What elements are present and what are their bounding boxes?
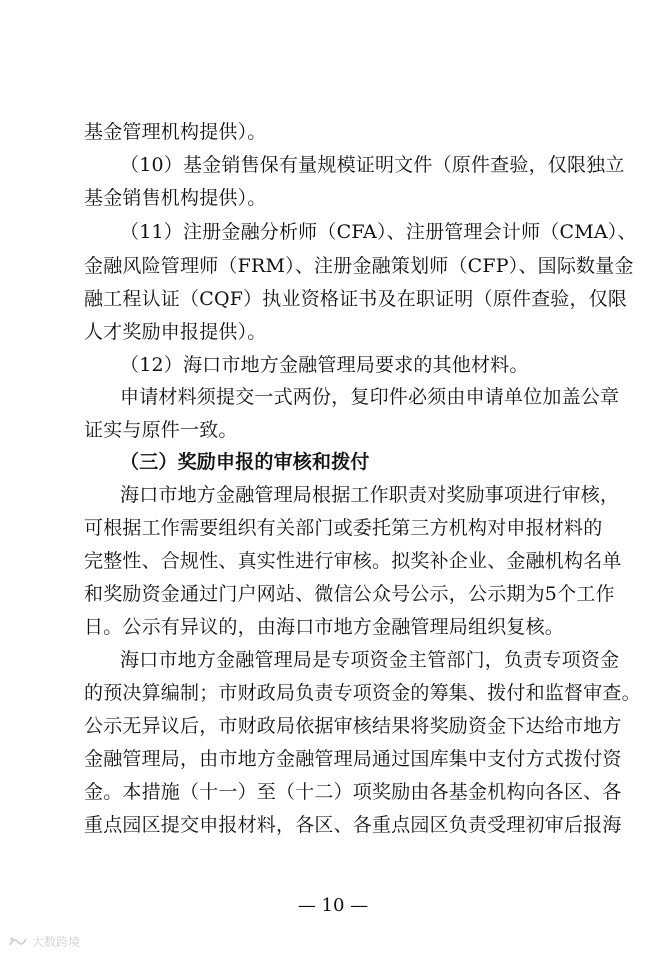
paragraph-line: 可根据工作需要组织有关部门或委托第三方机构对申报材料的	[84, 517, 603, 539]
paragraph-line: 海口市地方金融管理局是专项资金主管部门，负责专项资金	[120, 649, 620, 671]
paragraph-line: 公示无异议后，市财政局依据审核结果将奖励资金下达给市地方	[84, 715, 622, 737]
paragraph-line: 申请材料须提交一式两份，复印件必须由申请单位加盖公章	[120, 386, 620, 408]
paragraph-line: 金。本措施（十一）至（十二）项奖励由各基金机构向各区、各	[84, 781, 622, 803]
page-number: — 10 —	[297, 895, 369, 916]
paragraph-line: 证实与原件一致。	[84, 419, 238, 441]
paragraph-line: 重点园区提交申报材料，各区、各重点园区负责受理初审后报海	[84, 814, 622, 836]
paragraph-line: 和奖励资金通过门户网站、微信公众号公示，公示期为5个工作	[84, 583, 615, 605]
watermark-text: 大数跨境	[32, 935, 81, 949]
watermark	[8, 933, 80, 950]
paragraph-line: 基金管理机构提供）。	[84, 121, 267, 143]
paragraph-line: （12）海口市地方金融管理局要求的其他材料。	[120, 354, 529, 376]
paragraph-line: （11）注册金融分析师（CFA）、注册管理会计师（CMA）、	[120, 221, 637, 243]
paragraph-line: 人才奖励申报提供）。	[84, 321, 267, 343]
watermark-logo-icon	[8, 935, 28, 949]
paragraph-line: 金融风险管理师（FRM）、注册金融策划师（CFP）、国际数量金	[84, 255, 634, 277]
paragraph-line: 完整性、合规性、真实性进行审核。拟奖补企业、金融机构名单	[84, 550, 622, 572]
paragraph-line: 海口市地方金融管理局根据工作职责对奖励事项进行审核，	[120, 484, 620, 506]
paragraph-line: 日。公示有异议的，由海口市地方金融管理局组织复核。	[84, 616, 565, 638]
paragraph-line: 的预决算编制；市财政局负责专项资金的筹集、拨付和监督审查。	[84, 682, 641, 704]
paragraph-line: 基金销售机构提供）。	[84, 187, 267, 209]
section-heading: （三）奖励申报的审核和拨付	[120, 451, 370, 473]
paragraph-line: 金融管理局，由市地方金融管理局通过国库集中支付方式拨付资	[84, 748, 622, 770]
paragraph-line: （10）基金销售保有量规模证明文件（原件查验，仅限独立	[120, 154, 625, 176]
paragraph-line: 融工程认证（CQF）执业资格证书及在职证明（原件查验，仅限	[84, 288, 628, 310]
